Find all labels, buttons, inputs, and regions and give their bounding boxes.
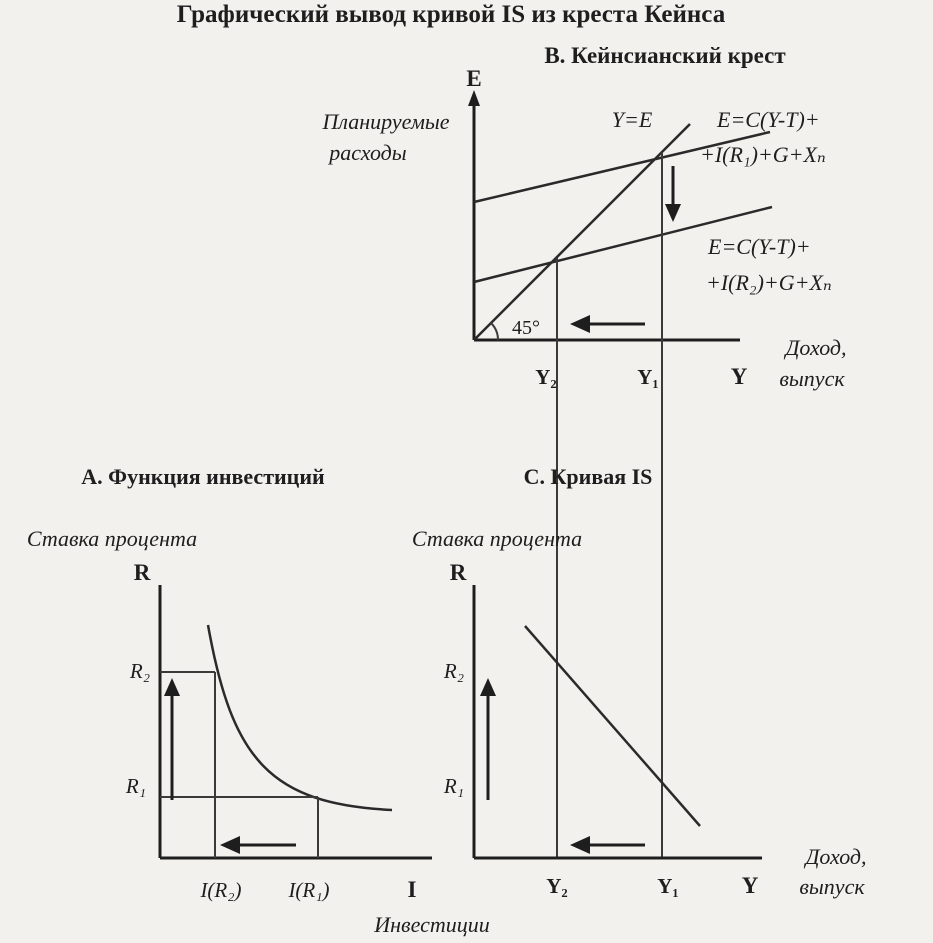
panel-b-45-degree-label: Y=E	[611, 107, 653, 132]
panel-b-heading: В. Кейнсианский крест	[544, 43, 786, 68]
panel-a-x-axis-letter: I	[407, 877, 417, 902]
panel-b-angle-label: 45°	[512, 317, 540, 339]
panel-b-y1-label: Y₁	[637, 365, 659, 389]
panel-b-45-degree-line	[474, 124, 690, 340]
panel-c-y-axis-label: Ставка процента	[411, 526, 583, 551]
panel-b-y-axis-label-line2: расходы	[329, 140, 407, 165]
panel-b-y-axis-label-line1: Планируемые	[322, 109, 450, 134]
panel-c-income-arrowhead	[570, 836, 590, 854]
panel-b-y-axis-arrowhead	[468, 90, 480, 106]
panel-b-y-axis-letter: E	[466, 66, 482, 91]
panel-c-y1-label: Y₁	[657, 874, 679, 898]
panel-c-x-axis-label-line2: выпуск	[799, 874, 865, 899]
panel-a-r1-label: R₁	[125, 774, 147, 798]
panel-b-keynesian-cross	[321, 43, 846, 391]
panel-b-upper-line-label-line1: E=C(Y-T)+	[717, 107, 820, 132]
panel-a-y-axis-letter: R	[133, 560, 151, 585]
panel-c-y-axis-letter: R	[449, 560, 467, 585]
panel-b-45-degree-arc	[491, 323, 498, 340]
panel-a-rate-arrowhead	[164, 678, 180, 696]
panel-a-y-axis-label: Ставка процента	[26, 526, 198, 551]
panel-c-x-axis-label-line1: Доход,	[805, 844, 867, 869]
panel-a-investment-arrowhead	[220, 836, 240, 854]
panel-b-lower-line-label-line2: +I(R₂)+G+Xₙ	[706, 270, 832, 295]
page-title: Графический вывод кривой IS из креста Кейнса	[176, 1, 726, 28]
panel-b-shift-arrowhead	[665, 204, 681, 222]
panel-c-is-line	[525, 626, 700, 826]
panel-a-ir1-label: I(R₁)	[288, 878, 330, 902]
panel-b-x-axis-letter: Y	[730, 364, 748, 389]
panel-c-heading: С. Кривая IS	[523, 464, 653, 489]
panel-c-r1-label: R₁	[443, 774, 465, 798]
panel-c-x-axis-letter: Y	[741, 873, 759, 898]
panel-b-y2-label: Y₂	[535, 365, 557, 389]
panel-a-x-axis-label: Инвестиции	[374, 912, 490, 937]
panel-c-r2-label: R₂	[443, 659, 465, 683]
panel-b-upper-line-label-line2: +I(R₁)+G+Xₙ	[700, 142, 826, 167]
panel-c-y2-label: Y₂	[546, 874, 568, 898]
panel-a-heading: А. Функция инвестиций	[81, 464, 325, 489]
panel-a-ir2-label: I(R₂)	[200, 878, 242, 902]
panel-b-x-axis-label-line1: Доход,	[785, 335, 847, 360]
panel-c-rate-arrowhead	[480, 678, 496, 696]
panel-b-lower-line-label-line1: E=C(Y-T)+	[708, 234, 811, 259]
panel-c-is-curve	[412, 464, 867, 899]
panel-b-income-arrowhead	[570, 315, 590, 333]
panel-a-investment-curve	[208, 625, 392, 810]
panel-b-x-axis-label-line2: выпуск	[779, 366, 845, 391]
panel-a-r2-label: R₂	[129, 659, 151, 683]
